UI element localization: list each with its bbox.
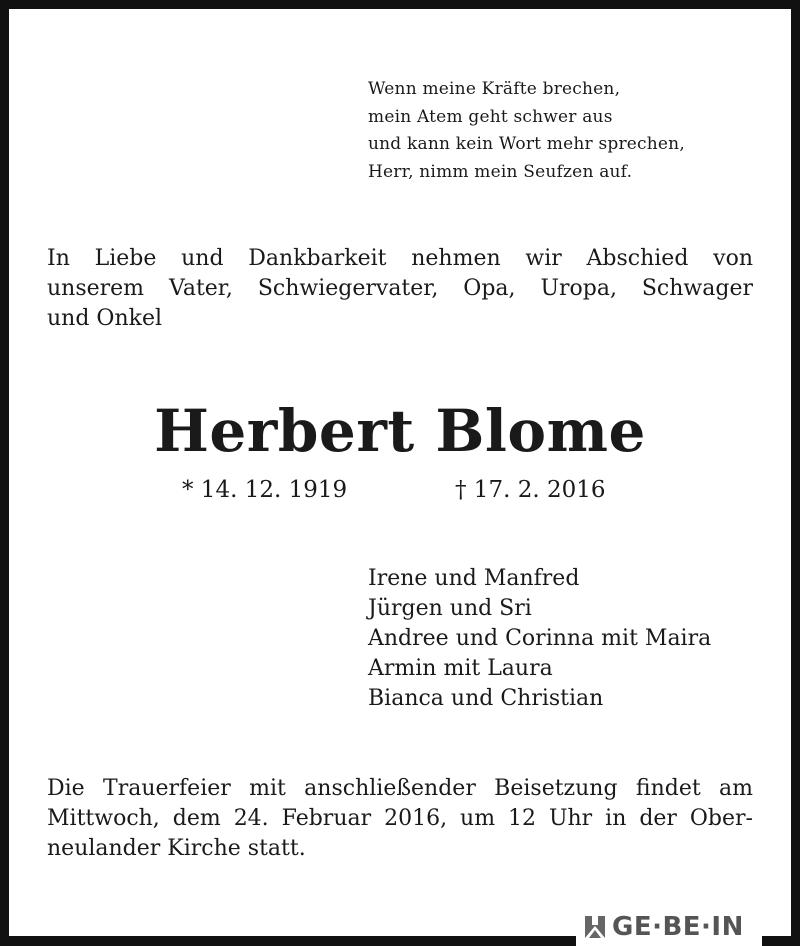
poem: [368, 76, 685, 186]
death-date: † 17. 2. 2016: [455, 477, 606, 503]
family-line: Bianca und Christian: [368, 686, 604, 711]
poem-line: mein Atem geht schwer aus: [368, 106, 613, 127]
poem-line: Wenn meine Kräfte brechen,: [368, 79, 621, 99]
funeral-notice: [47, 774, 753, 864]
logo-text: GE·BE·IN: [612, 912, 744, 942]
family-line: Irene und Manfred: [368, 566, 580, 591]
family-list: [368, 564, 711, 714]
intro-line: In Liebe und Dankbarkeit nehmen wir Abschied von: [47, 246, 753, 271]
poem-line: und kann kein Wort mehr sprechen,: [368, 134, 685, 154]
poem-line: Herr, nimm mein Seufzen auf.: [368, 161, 633, 182]
family-line: Armin mit Laura: [368, 656, 553, 681]
funeral-line: Die Trauerfeier mit anschließender Beisetzung findet am: [47, 776, 753, 801]
funeral-line: Mittwoch, dem 24. Februar 2016, um 12 Uhr in der Ober-: [47, 806, 753, 831]
gebein-mark-icon: [582, 914, 608, 940]
intro-line: unserem Vater, Schwiegervater, Opa, Uropa, Schwager: [47, 276, 753, 301]
funeral-line: neulander Kirche statt.: [47, 836, 306, 861]
gebein-logo: [576, 908, 762, 946]
intro-line: und Onkel: [47, 306, 163, 331]
deceased-name: Herbert Blome: [154, 397, 646, 465]
intro-text: [47, 244, 753, 334]
birth-date: * 14. 12. 1919: [182, 477, 348, 503]
family-line: Andree und Corinna mit Maira: [368, 626, 712, 651]
family-line: Jürgen und Sri: [368, 596, 532, 621]
